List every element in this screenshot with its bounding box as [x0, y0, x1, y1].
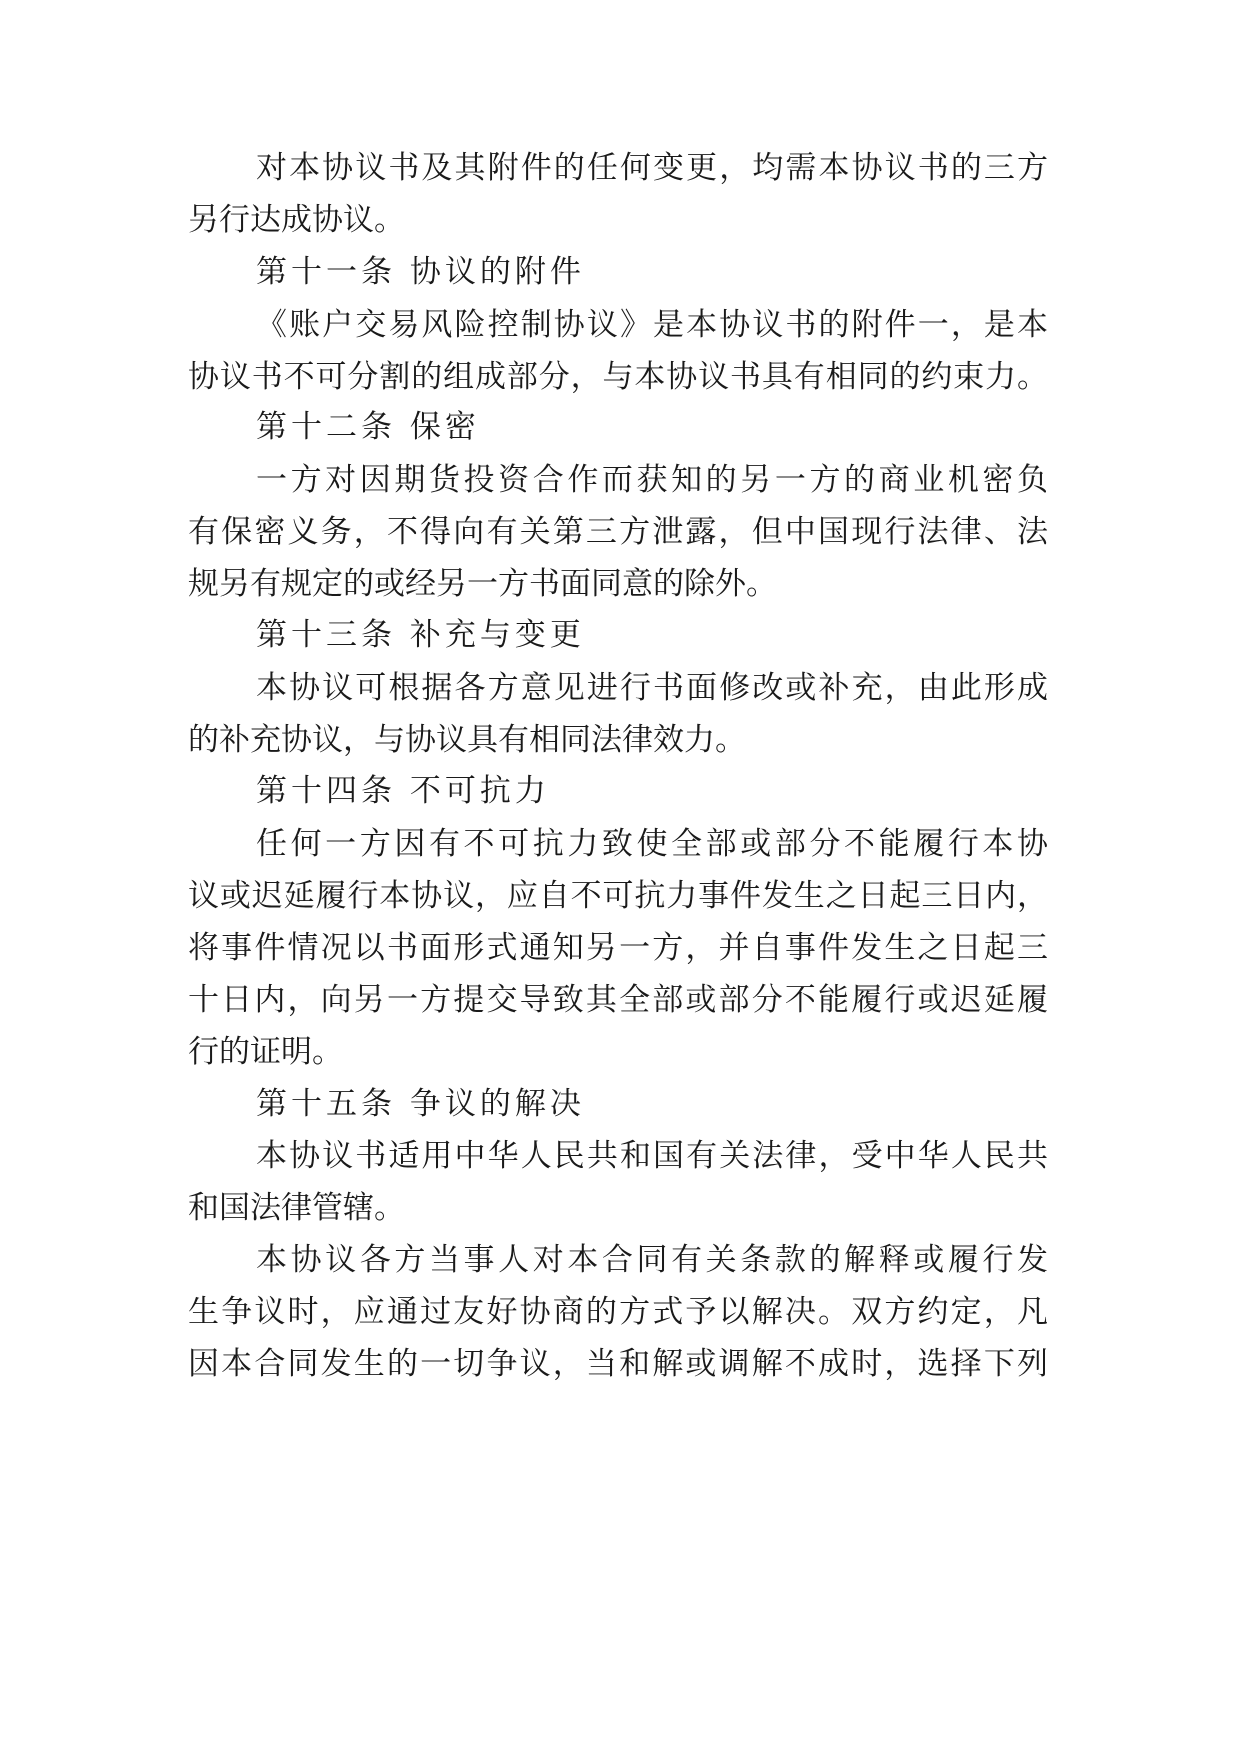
paragraph-line: 有保密义务，不得向有关第三方泄露，但中国现行法律、法	[188, 514, 1048, 550]
paragraph-line: 因本合同发生的一切争议，当和解或调解不成时，选择下列	[188, 1346, 1048, 1382]
paragraph-line: 一方对因期货投资合作而获知的另一方的商业机密负	[256, 462, 1048, 498]
paragraph-line: 协议书不可分割的组成部分，与本协议书具有相同的约束力。	[188, 359, 1048, 395]
paragraph-line: 生争议时，应通过友好协商的方式予以解决。双方约定，凡	[188, 1294, 1048, 1330]
section-heading: 第十三条 补充与变更	[256, 617, 585, 653]
section-heading: 第十五条 争议的解决	[256, 1086, 585, 1122]
section-heading: 第十四条 不可抗力	[256, 773, 550, 809]
paragraph-line: 议或迟延履行本协议，应自不可抗力事件发生之日起三日内，	[188, 878, 1048, 914]
paragraph-line: 本协议可根据各方意见进行书面修改或补充，由此形成	[256, 670, 1048, 706]
paragraph-line: 另行达成协议。	[188, 202, 405, 238]
paragraph-line: 《账户交易风险控制协议》是本协议书的附件一，是本	[256, 307, 1048, 343]
paragraph-line: 对本协议书及其附件的任何变更，均需本协议书的三方	[256, 150, 1048, 186]
section-heading: 第十一条 协议的附件	[256, 254, 585, 290]
paragraph-line: 十日内，向另一方提交导致其全部或部分不能履行或迟延履	[188, 982, 1048, 1018]
paragraph-line: 本协议各方当事人对本合同有关条款的解释或履行发	[256, 1242, 1048, 1278]
section-heading: 第十二条 保密	[256, 409, 480, 445]
paragraph-line: 本协议书适用中华人民共和国有关法律，受中华人民共	[256, 1138, 1048, 1174]
paragraph-line: 规另有规定的或经另一方书面同意的除外。	[188, 566, 777, 602]
paragraph-line: 的补充协议，与协议具有相同法律效力。	[188, 722, 746, 758]
paragraph-line: 行的证明。	[188, 1034, 343, 1070]
paragraph-line: 将事件情况以书面形式通知另一方，并自事件发生之日起三	[188, 930, 1048, 966]
paragraph-line: 和国法律管辖。	[188, 1190, 405, 1226]
paragraph-line: 任何一方因有不可抗力致使全部或部分不能履行本协	[256, 826, 1048, 862]
